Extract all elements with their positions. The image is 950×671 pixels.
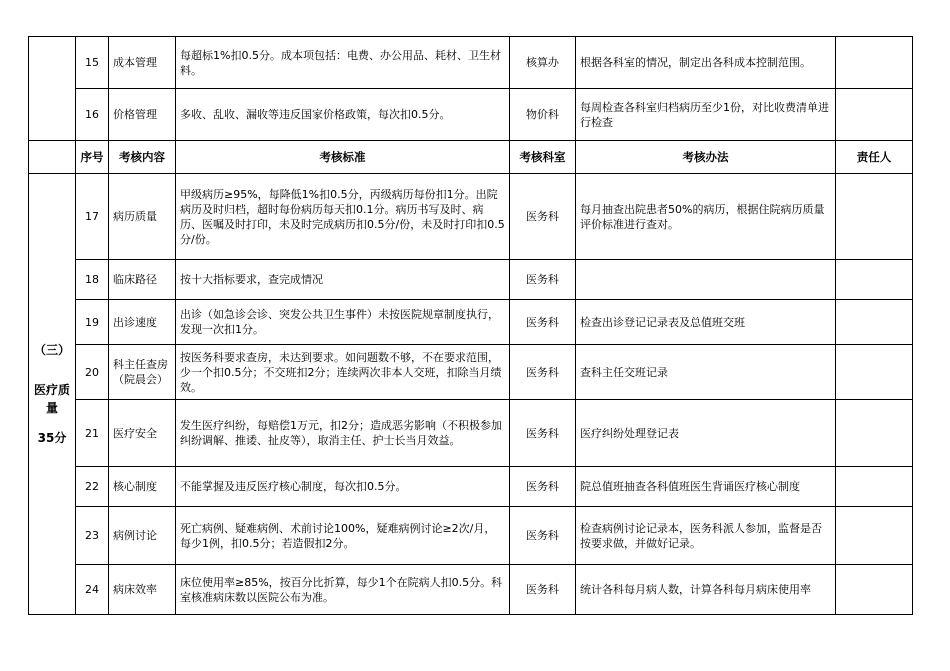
assessment-table: [28, 36, 913, 615]
row-owner: [836, 565, 913, 615]
row-content: 临床路径: [109, 260, 176, 300]
row-number: 16: [76, 89, 109, 141]
row-owner: [836, 467, 913, 507]
row-owner: [836, 89, 913, 141]
header-dept: 考核科室: [510, 141, 576, 174]
row-number: 21: [76, 400, 109, 467]
table-row: [29, 345, 913, 400]
row-dept: 医务科: [510, 565, 576, 615]
table-row: [29, 89, 913, 141]
row-standard: 发生医疗纠纷，每赔偿1万元，扣2分；造成恶劣影响（不积极参加纠纷调解、推诿、扯皮等），取消主任、护士长当月效益。: [176, 400, 510, 467]
row-method: 统计各科每月病人数，计算各科每月病床使用率: [576, 565, 836, 615]
header-blank: [29, 141, 76, 174]
row-number: 23: [76, 507, 109, 565]
header-owner: 责任人: [836, 141, 913, 174]
table-row: [29, 300, 913, 345]
row-dept: 核算办: [510, 37, 576, 89]
row-method: [576, 260, 836, 300]
row-owner: [836, 260, 913, 300]
header-standard: 考核标准: [176, 141, 510, 174]
row-content: 价格管理: [109, 89, 176, 141]
row-dept: 医务科: [510, 300, 576, 345]
header-seq: 序号: [76, 141, 109, 174]
row-number: 17: [76, 174, 109, 260]
group-score: 35分: [37, 431, 67, 445]
row-number: 24: [76, 565, 109, 615]
table-row: [29, 37, 913, 89]
table-row: [29, 565, 913, 615]
row-method: 医疗纠纷处理登记表: [576, 400, 836, 467]
table-row: [29, 467, 913, 507]
group-number: （三）: [33, 343, 70, 357]
row-content: 医疗安全: [109, 400, 176, 467]
row-dept: 医务科: [510, 174, 576, 260]
row-method: 查科主任交班记录: [576, 345, 836, 400]
row-dept: 医务科: [510, 260, 576, 300]
row-number: 22: [76, 467, 109, 507]
row-dept: 医务科: [510, 400, 576, 467]
row-content: 病历质量: [109, 174, 176, 260]
row-number: 15: [76, 37, 109, 89]
header-method: 考核办法: [576, 141, 836, 174]
row-content: 病床效率: [109, 565, 176, 615]
row-content: 出诊速度: [109, 300, 176, 345]
table-header-row: [29, 141, 913, 174]
row-content: 科主任查房（院晨会）: [109, 345, 176, 400]
row-owner: [836, 300, 913, 345]
row-standard: 出诊（如急诊会诊、突发公共卫生事件）未按医院规章制度执行，发现一次扣1分。: [176, 300, 510, 345]
row-dept: 医务科: [510, 345, 576, 400]
row-dept: 物价科: [510, 89, 576, 141]
row-number: 20: [76, 345, 109, 400]
row-owner: [836, 400, 913, 467]
row-owner: [836, 174, 913, 260]
row-dept: 医务科: [510, 507, 576, 565]
row-standard: 床位使用率≥85%，按百分比折算，每少1个在院病人扣0.5分。科室核准病床数以医院公布为准。: [176, 565, 510, 615]
row-standard: 甲级病历≥95%，每降低1%扣0.5分，丙级病历每份扣1分。出院病历及时归档，超时每份病历每天扣0.1分。病历书写及时、病历、医嘱及时打印，未及时完成病历扣0.5分/份，未及时打印扣0.5分/份。: [176, 174, 510, 260]
row-standard: 每超标1%扣0.5分。成本项包括：电费、办公用品、耗材、卫生材料。: [176, 37, 510, 89]
row-method: 每月抽查出院患者50%的病历，根据住院病历质量评价标准进行查对。: [576, 174, 836, 260]
group-label-cell: [29, 174, 76, 615]
row-standard: 死亡病例、疑难病例、术前讨论100%，疑难病例讨论≥2次/月，每少1例，扣0.5分；若造假扣2分。: [176, 507, 510, 565]
row-method: 检查病例讨论记录本，医务科派人参加，监督是否按要求做，并做好记录。: [576, 507, 836, 565]
table-row: [29, 260, 913, 300]
table-row: [29, 507, 913, 565]
row-content: 核心制度: [109, 467, 176, 507]
row-content: 成本管理: [109, 37, 176, 89]
row-method: 根据各科室的情况，制定出各科成本控制范围。: [576, 37, 836, 89]
row-standard: 不能掌握及违反医疗核心制度，每次扣0.5分。: [176, 467, 510, 507]
row-owner: [836, 37, 913, 89]
row-method: 检查出诊登记记录表及总值班交班: [576, 300, 836, 345]
row-number: 19: [76, 300, 109, 345]
row-standard: 多收、乱收、漏收等违反国家价格政策，每次扣0.5分。: [176, 89, 510, 141]
row-owner: [836, 345, 913, 400]
group-cell-blank: [29, 37, 76, 141]
table-row: [29, 400, 913, 467]
header-content: 考核内容: [109, 141, 176, 174]
row-standard: 按十大指标要求，查完成情况: [176, 260, 510, 300]
row-number: 18: [76, 260, 109, 300]
row-dept: 医务科: [510, 467, 576, 507]
row-content: 病例讨论: [109, 507, 176, 565]
row-method: 每周检查各科室归档病历至少1份，对比收费清单进行检查: [576, 89, 836, 141]
row-method: 院总值班抽查各科值班医生背诵医疗核心制度: [576, 467, 836, 507]
row-owner: [836, 507, 913, 565]
table-row: [29, 174, 913, 260]
group-title: 医疗质量: [33, 383, 70, 415]
row-standard: 按医务科要求查房，未达到要求。如问题数不够，不在要求范围，少一个扣0.5分；不交班扣2分；连续两次非本人交班，扣除当月绩效。: [176, 345, 510, 400]
